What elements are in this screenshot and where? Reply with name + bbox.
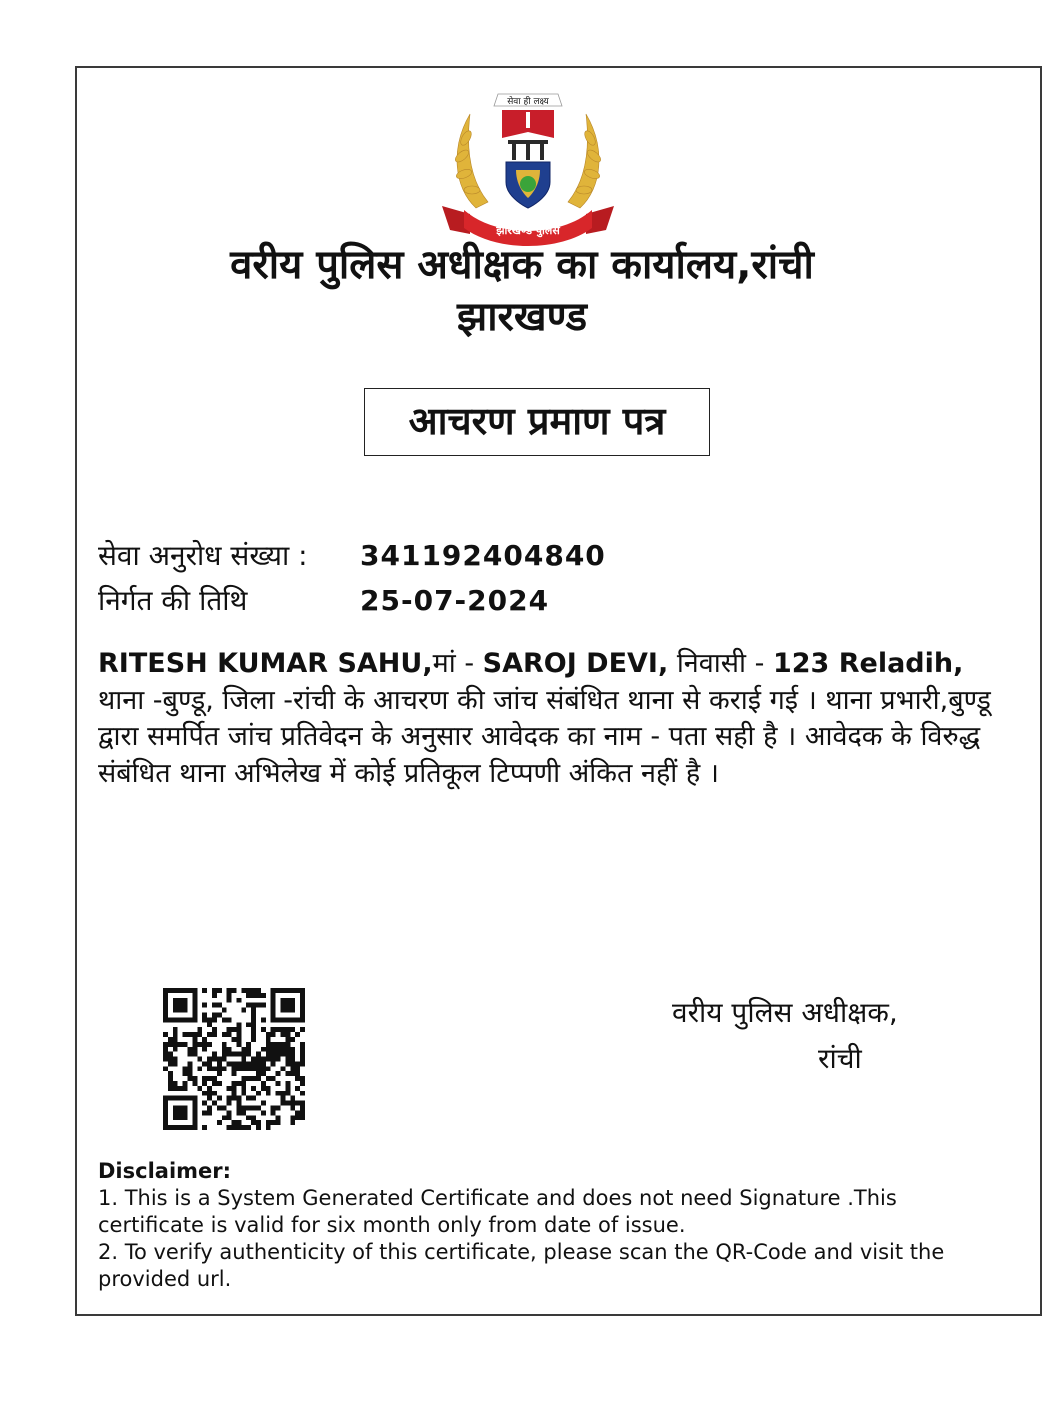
issue-date-label: निर्गत की तिथि <box>98 584 248 617</box>
address: 123 Reladih, <box>772 648 964 679</box>
disclaimer <box>98 1158 998 1293</box>
verification-qr-code[interactable] <box>163 988 305 1130</box>
issue-date-value: 25-07-2024 <box>360 584 550 617</box>
disclaimer-line-1: 1. This is a System Generated Certificate and does not need Signature .This certificate is valid for six month only from date of issue. <box>98 1186 897 1237</box>
request-number-row <box>98 538 606 574</box>
office-state: झारखण्ड <box>456 294 588 340</box>
svg-text:झारखण्ड पुलिस: झारखण्ड पुलिस <box>496 224 560 237</box>
body-statement: थाना -बुण्डू, जिला -रांची के आचरण की जांच संबंधित थाना से कराई गई । थाना प्रभारी,बुण्डू द्वारा समर्पित जांच प्रतिवेदन के अनुसार आवेदक का नाम - पता सही है । आवेदक के विरुद्ध संबंधित थाना अभिलेख में कोई प्रतिकूल टिप्पणी अंकित नहीं है । <box>98 684 991 789</box>
certificate-title: आचरण प्रमाण पत्र <box>364 388 710 456</box>
signatory-location: रांची <box>818 1042 862 1075</box>
request-number-value: 341192404840 <box>360 539 606 572</box>
mother-name: SAROJ DEVI, <box>482 648 669 679</box>
request-number-label: सेवा अनुरोध संख्या : <box>98 539 308 572</box>
jharkhand-police-emblem <box>436 88 620 248</box>
applicant-name: RITESH KUMAR SAHU, <box>98 648 433 679</box>
resident-label: निवासी - <box>668 648 773 679</box>
svg-text:सेवा ही लक्ष्य: सेवा ही लक्ष्य <box>507 97 549 107</box>
signatory-title: वरीय पुलिस अधीक्षक, <box>672 996 898 1029</box>
signature-block <box>672 990 962 1082</box>
disclaimer-heading: Disclaimer: <box>98 1159 232 1183</box>
disclaimer-line-2: 2. To verify authenticity of this certificate, please scan the QR-Code and visit the provided url. <box>98 1240 945 1291</box>
mother-label: मां - <box>432 648 483 679</box>
certificate-body <box>98 646 1018 792</box>
issue-date-row <box>98 583 549 619</box>
office-title: वरीय पुलिस अधीक्षक का कार्यालय,रांची <box>230 242 814 288</box>
